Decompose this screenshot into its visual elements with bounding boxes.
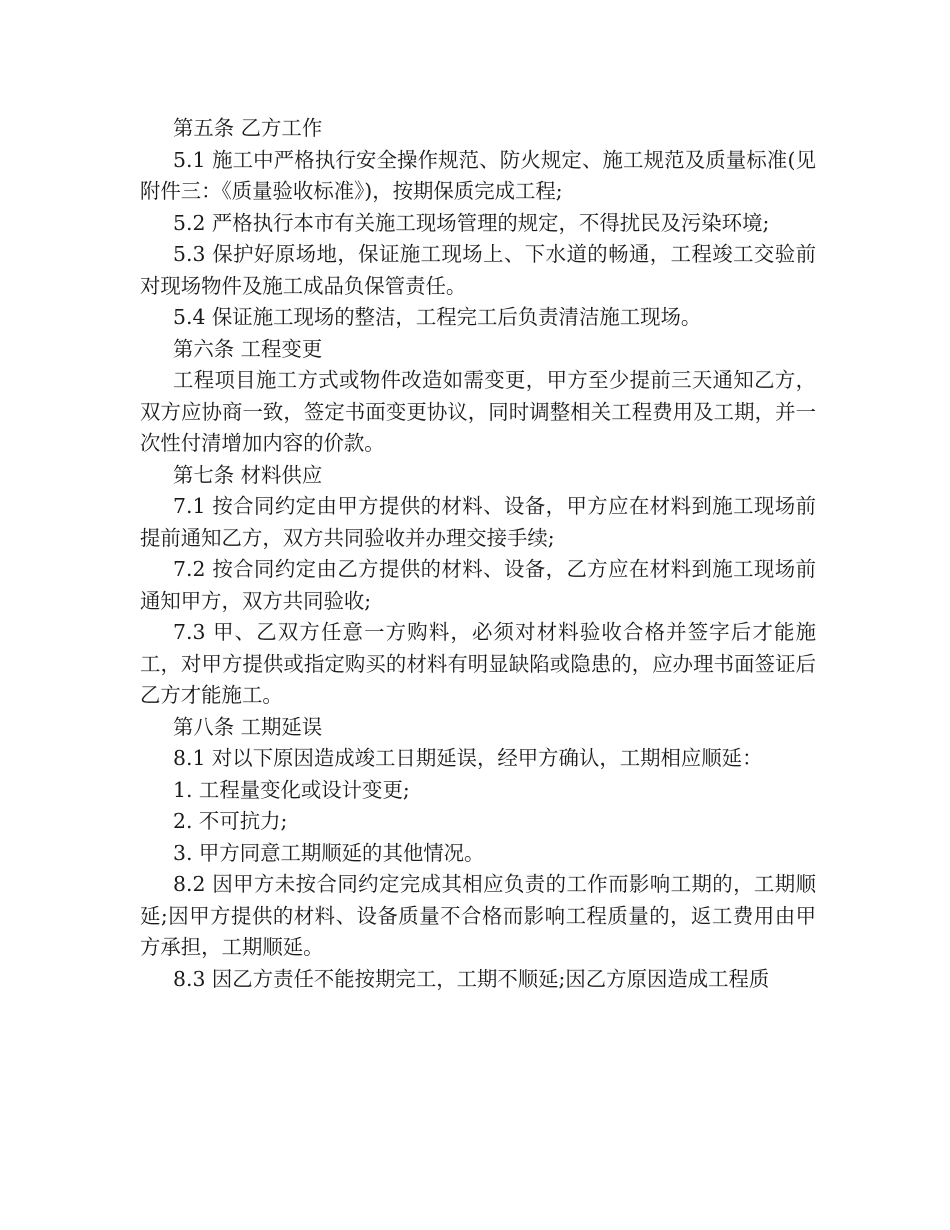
clause-5-4: 5.4 保证施工现场的整洁，工程完工后负责清洁施工现场。: [173, 305, 702, 329]
clause-7-1: 7.1 按合同约定由甲方提供的材料、设备，甲方应在材料到施工现场前提前通知乙方，双方共同验收并办理交接手续;: [140, 494, 816, 550]
list-item-3: 3. 甲方同意工期顺延的其他情况。: [173, 840, 485, 865]
article-7-heading: 第七条 材料供应: [173, 462, 323, 487]
clause-7-2: 7.2 按合同约定由乙方提供的材料、设备，乙方应在材料到施工现场前通知甲方，双方共同验收;: [140, 557, 816, 613]
article-6-body: 工程项目施工方式或物件改造如需变更，甲方至少提前三天通知乙方，双方应协商一致，签定书面变更协议，同时调整相关工程费用及工期，并一次性付清增加内容的价款。: [140, 368, 816, 455]
clause-8-3: 8.3 因乙方责任不能按期完工，工期不顺延;因乙方原因造成工程质: [173, 966, 770, 991]
clause-5-3: 5.3 保护好原场地，保证施工现场上、下水道的畅通，工程竣工交验前对现场物件及施工成品负保管责任。: [140, 242, 816, 298]
list-item-2: 2. 不可抗力;: [173, 809, 288, 833]
document-body: [140, 113, 816, 995]
clause-8-2: 8.2 因甲方未按合同约定完成其相应负责的工作而影响工期的，工期顺延;因甲方提供的材料、设备质量不合格而影响工程质量的，返工费用由甲方承担，工期顺延。: [140, 872, 816, 959]
clause-8-1: 8.1 对以下原因造成竣工日期延误，经甲方确认，工期相应顺延：: [173, 746, 763, 770]
article-8-heading: 第八条 工期延误: [173, 714, 323, 739]
article-6-heading: 第六条 工程变更: [173, 336, 323, 361]
clause-5-2: 5.2 严格执行本市有关施工现场管理的规定，不得扰民及污染环境;: [173, 210, 770, 235]
article-5-heading: 第五条 乙方工作: [173, 116, 323, 140]
list-item-1: 1. 工程量变化或设计变更;: [173, 777, 410, 802]
clause-7-3: 7.3 甲、乙双方任意一方购料，必须对材料验收合格并签字后才能施工，对甲方提供或指定购买的材料有明显缺陷或隐患的，应办理书面签证后乙方才能施工。: [140, 620, 816, 707]
clause-5-1: 5.1 施工中严格执行安全操作规范、防火规定、施工规范及质量标准(见附件三：《质量验收标准》)，按期保质完成工程;: [140, 147, 816, 203]
